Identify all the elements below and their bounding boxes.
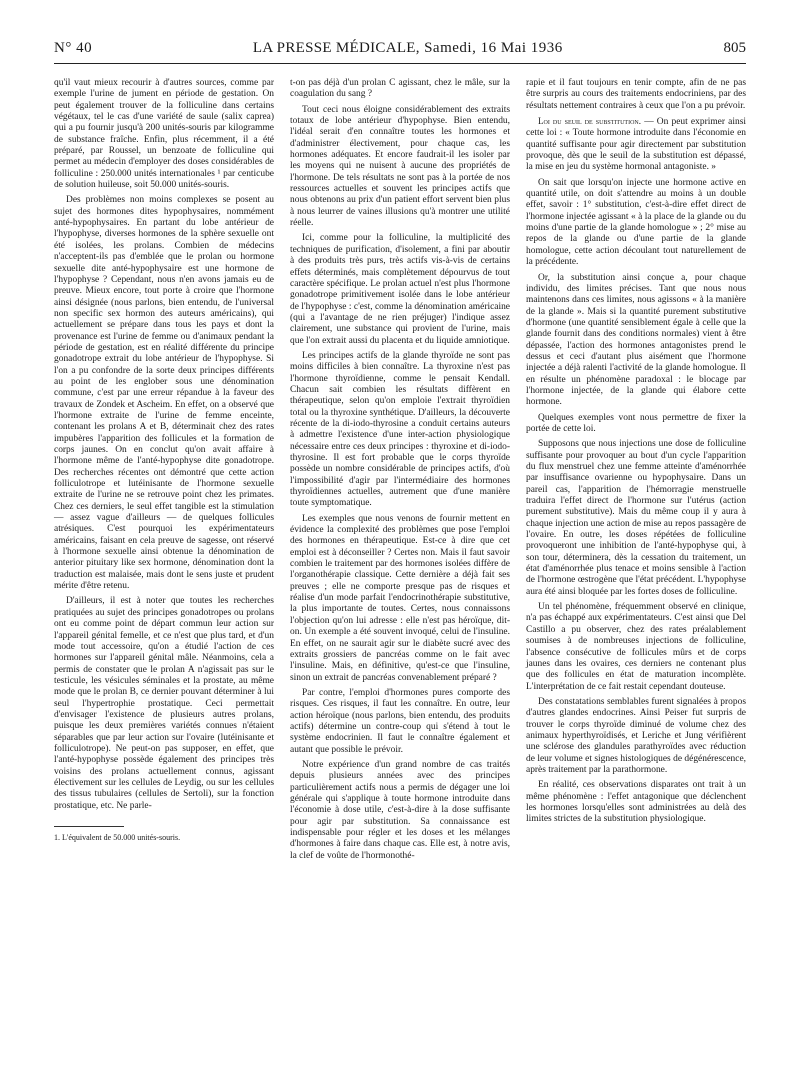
paragraph: Un tel phénomène, fréquemment observé en clinique, n'a pas échappé aux expérimentateurs. C'est ainsi que Del Castillo a pu observer, chez des rates préalablement soumises à de nombreuses injections de folliculine, l'absence consécutive de follicules mûrs et de corps jaunes dans les ovaires, ces derniers ne contenant plus que des follicules en état de maturation incomplète. L'interprétation de ce fait restait cependant douteuse.	[526, 602, 746, 692]
law-text: — On peut exprimer ainsi cette loi : « Toute hormone introduite dans l'économie en quantité suffisante pour agir directement par substitution provoque, dès que le seuil de la substitution est dépassé, la mise en jeu du système hormonal antagoniste. »	[526, 117, 747, 173]
paragraph: On sait que lorsqu'on injecte une hormone active en quantité utile, on doit s'attendre au moins à un double effet, savoir : 1° substitution, c'est-à-dire effet direct de l'hormone injectée agissant « à la place de la glande ou du moins d'une partie de la glande homologue » ; 2° mise au repos de la glande ou d'une partie de la glande homologue, cette action découlant tout naturellement de la précédente.	[526, 177, 746, 268]
paragraph: rapie et il faut toujours en tenir compte, afin de ne pas être surpris au cours des traitements endocriniens, par des résultats nettement contraires à ceux que l'on a pu prévoir.	[526, 78, 746, 111]
text-columns	[54, 78, 746, 866]
paragraph: Quelques exemples vont nous permettre de fixer la portée de cette loi.	[526, 412, 746, 434]
paragraph: Les principes actifs de la glande thyroïde ne sont pas moins difficiles à bien connaître. La thyroxine n'est pas l'hormone thyroïdienne, comme le pensait Kendall. Chacun sait combien les résultats diffèrent en thérapeutique, selon qu'on emploie l'extrait thyroïdien total ou la thyroxine synthétique. D'ailleurs, la découverte récente de la di-iodo-thyrosine a conduit certains auteurs à admettre l'existence d'une inter-action physiologique nécessaire entre ces deux principes : thyroxine et di-iodo-thyrosine. Il est fort probable que le corps thyroïde possède un nombre considérable de principes actifs, d'où l'impossibilité d'agir par l'intermédiaire des hormones thyroïdiennes actuelles, autrement que d'une manière toute symptomatique.	[290, 350, 510, 509]
column-2	[290, 78, 510, 866]
paragraph: Des constatations semblables furent signalées à propos d'autres glandes endocrines. Ainsi Peiser fut surpris de trouver le corps thyroïde diminué de volume chez des animaux hyperthyroïdisés, et Leriche et Jung vérifièrent une sclérose des glandules parathyroïdes avec réduction de leur volume et signes histologiques de dégénérescence, après traitement par la parathormone.	[526, 696, 746, 775]
paragraph: Tout ceci nous éloigne considérablement des extraits totaux de lobe antérieur d'hypophyse. Bien entendu, l'idéal serait d'en connaître toutes les hormones et d'administrer électivement, pour chaque cas, les hormones adéquates. Et encore faudrait-il les isoler par les moyens qui ne nuisent à aucune des propriétés de l'hormone. De tels résultats ne sont pas à la portée de nos ressources actuelles et souvent les principes actifs que nous obtenons au prix d'un patient effort servent bien plus à nous leurrer de vaines illusions qu'à montrer une utilité réelle.	[290, 104, 510, 229]
paragraph: Ici, comme pour la folliculine, la multiplicité des techniques de purification, d'isolement, a fini par aboutir à des produits très purs, très actifs vis-à-vis de certains effets déterminés, mais complètement dépourvus de tout caractère spécifique. Le prolan actuel n'est plus l'hormone gonadotrope primitivement isolée dans le lobe antérieur de l'hypophyse : c'est, comme la dénomination américaine (qui a l'avantage de ne rien préjuger) l'indique assez clairement, une substance qui provient de l'urine, mais que l'on extrait aussi du placenta et du liquide amniotique.	[290, 233, 510, 346]
paragraph: Par contre, l'emploi d'hormones pures comporte des risques. Ces risques, il faut les connaître. En outre, leur action héroïque (nous parlons, bien entendu, des produits actifs) détermine un contre-coup qui s'étend à tout le système endocrinien. Il faut le connaître également et autant que possible le prévoir.	[290, 687, 510, 755]
paragraph: qu'il vaut mieux recourir à d'autres sources, comme par exemple l'urine de jument en période de gestation. On peut également trouver de la folliculine dans certains végétaux, tel le cas d'une variété de saule (salix caprea) qui a pu fournir jusqu'à 200 unités-souris par kilogramme de substance fraîche. Enfin, plus récemment, il a été préparé, par Roussel, un benzoate de folliculine qui permet au médecin d'employer des doses considérables de folliculine : 250.000 unités internationales ¹ par centicube de solution huileuse, soit 50.000 unités-souris.	[54, 78, 274, 191]
issue-number: N° 40	[54, 40, 93, 56]
footnote-divider	[54, 826, 124, 827]
column-1	[54, 78, 274, 866]
paragraph: En réalité, ces observations disparates ont trait à un même phénomène : l'effet antagonique que déclenchent les hormones lorsqu'elles sont administrées au delà des limites strictes de la substitution physiologique.	[526, 780, 746, 825]
paragraph: Notre expérience d'un grand nombre de cas traités depuis plusieurs années avec des principes particulièrement actifs nous a permis de dégager une loi générale qui s'applique à toute hormone introduite dans l'économie à dose utile, c'est-à-dire à la dose suffisante pour agir par substitution. Sa connaissance est indispensable pour régler et les doses et les mélanges d'hormones à faire dans chaque cas. Elle est, à notre avis, la clef de voûte de l'hormonothé-	[290, 759, 510, 861]
paragraph: t-on pas déjà d'un prolan C agissant, chez le mâle, sur la coagulation du sang ?	[290, 78, 510, 100]
page-number: 805	[723, 40, 746, 56]
paragraph: Supposons que nous injections une dose de folliculine suffisante pour provoquer au bout d'un cycle l'apparition du flux menstruel chez une femme atteinte d'aménorrhée par insuffisance ovarienne ou hypophysaire. Dans un pareil cas, l'apparition de l'hémorragie menstruelle traduira l'effet direct de l'hormone sur l'utérus (action purement substitutive). Mais du même coup il y aura à chaque injection une action de mise au repos passagère de l'ovaire. En outre, les doses répétées de folliculine provoqueront une inhibition de l'anté-hypophyse qui, à son tour, déterminera, dès la cessation du traitement, un état d'aménorrhée plus tenace et moins sensible à l'action de l'hormone œstrogène que l'état précédent. L'hypophyse aura été ainsi bloquée par les fortes doses de folliculine.	[526, 439, 746, 597]
paragraph: D'ailleurs, il est à noter que toutes les recherches pratiquées au sujet des principes gonadotropes ou prolans ont eu comme point de départ commun leur action sur l'appareil génital femelle, et ce n'est que plus tard, et d'un mode tout accessoire, qu'on a étudié l'action de ces hormones sur l'appareil génital mâle. Néanmoins, cela a permis de constater que le prolan A n'agissait pas sur le testicule, les vésicules séminales et la prostate, au même mode que le prolan B, ce dernier pouvant déterminer à lui seul l'hypertrophie prostatique. Ceci permettait d'envisager l'existence de plusieurs autres prolans, puisque les deux premières variétés connues n'étaient séparables que par leur action sur l'ovaire (lutéinisante et folliculotrope). Ne peut-on pas supposer, en effet, que l'anté-hypophyse possède également des principes très voisins des prolans actuellement connus, agissant électivement sur les cellules de Leydig, ou sur les cellules des tissus tubulaires (cellules de Sertoli), sur la fonction prostatique, etc. Ne parle-	[54, 596, 274, 811]
paragraph: Or, la substitution ainsi conçue a, pour chaque individu, des limites précises. Tant que nous nous maintenons dans ces limites, nous agissons « à la manière de la glande ». Mais si la quantité purement substitutive d'hormone (une quantité sensiblement égale à celle que la glande fournit dans des conditions normales) vient à être dépassée, l'action des hormones antagonistes prend le dessus et ceci d'autant plus aisément que l'hormone injectée a déjà ralenti l'activité de la glande homologue. Il en résulte un phénomène paradoxal : le blocage par l'hormone injectée, de la glande qui élabore cette hormone.	[526, 272, 746, 408]
section-heading: Loi du seuil de substitution.	[538, 116, 642, 127]
footnote: 1. L'équivalent de 50.000 unités-souris.	[54, 833, 181, 842]
masthead	[253, 40, 563, 57]
paragraph: Les exemples que nous venons de fournir mettent en évidence la complexité des problèmes que pose l'emploi des hormones en thérapeutique. Est-ce à dire que cet emploi est à déconseiller ? Certes non. Mais il faut savoir combien le traitement par des hormones isolées diffère de l'organothérapie classique. Cette dernière a déjà fait ses preuves ; elle ne comporte presque pas de risques et réalise d'un mode parfait l'endocrinothérapie substitutive, la plus importante de toutes. Certes, nous connaissons l'objection qu'on lui adresse : elle n'est pas héroïque, dit-on. Un exemple a été souvent invoqué, celui de l'insuline. En effet, on ne saurait agir sur le diabète sucré avec des extraits grossiers de pancréas comme on le fait avec l'insuline. Mais, en définitive, qu'est-ce que l'insuline, sinon un extrait de pancréas convenablement préparé ?	[290, 513, 510, 683]
paragraph: Des problèmes non moins complexes se posent au sujet des hormones dites hypophysaires, nommément anté-hypophysaires. En partant du lobe antérieur de l'hypophyse, diverses hormones de la sphère sexuelle ont été isolées, les prolans. Combien de médecins n'acceptent-ils pas d'emblée que le prolan ou hormone sexuelle dite anté-hypophysaire est une hormone de l'hypophyse ? Cependant, nous n'en avons jamais eu de preuve. Mieux encore, tout porte à croire que l'hormone ainsi désignée (nous parlons, bien entendu, de l'universal non specific sex hormon des auteurs américains), qui actuellement se prépare dans tous les pays et dont la provenance est l'urine de femme ou d'animaux pendant la période de gestation, est en réalité différente du principe gonadotrope extrait du lobe antérieur de l'hypophyse. Si l'on a pu confondre de la sorte deux principes différents au point de les englober sous une dénomination commune, c'est par une erreur répandue à la faveur des travaux de Zondek et Ascheim. En effet, on a observé que l'hormone extraite de l'urine de femme enceinte, contenant les prolans A et B, déterminait chez des rates impubères l'apparition des follicules et la formation de corps jaunes. On en conclut qu'on avait affaire à l'hormone même de l'anté-hypophyse dite gonadotrope. Des recherches récentes ont démontré que cette action folliculotrope et lutéinisante de l'hormone sexuelle extraite de l'urine ne se retrouve point chez les primates. Chez ces derniers, le seul effet tangible est la stimulation — assez vague d'ailleurs — de quelques follicules atrésiques. C'est pourquoi les expérimentateurs américains, faisant en cela preuve de sagesse, ont réservé à l'hormone sexuelle ainsi obtenue la dénomination de anterior pituitary like sex hormone, dénomination dont la traduction est malaisée, mais dont le sens juste et prudent mérite d'être retenu.	[54, 195, 274, 592]
page-header	[54, 40, 746, 64]
column-3	[526, 78, 746, 866]
law-paragraph	[526, 116, 746, 174]
issue-date: Samedi, 16 Mai 1936	[424, 40, 563, 56]
journal-title: LA PRESSE MÉDICALE,	[252, 40, 420, 56]
